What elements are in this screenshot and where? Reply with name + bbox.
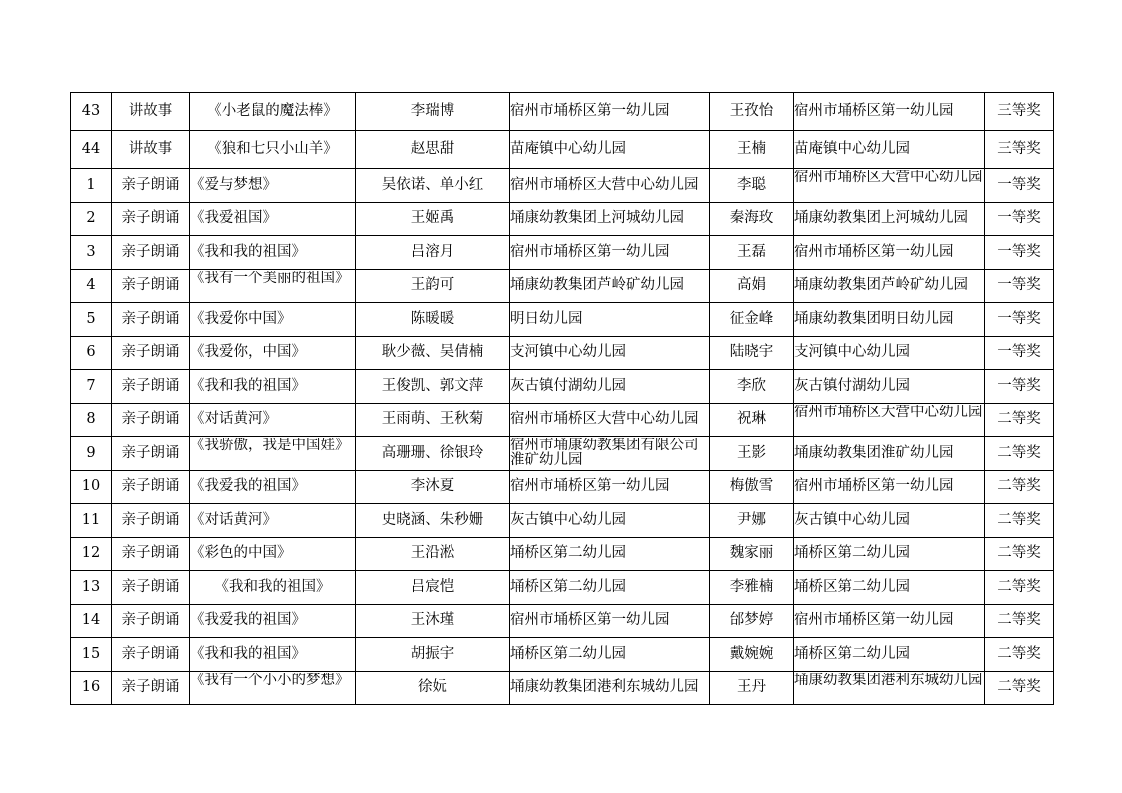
cell-number: 15 xyxy=(71,638,112,672)
cell-school: 宿州市埇桥区大营中心幼儿园 xyxy=(510,403,710,437)
cell-teacher-school: 灰古镇中心幼儿园 xyxy=(794,504,985,538)
cell-teacher-school: 埇康幼教集团芦岭矿幼儿园 xyxy=(794,269,985,303)
cell-school: 埇桥区第二幼儿园 xyxy=(510,638,710,672)
cell-title: 《我和我的祖国》 xyxy=(190,236,356,270)
cell-participant: 王俊凯、郭文萍 xyxy=(356,370,510,404)
cell-award: 一等奖 xyxy=(985,236,1054,270)
cell-award: 二等奖 xyxy=(985,604,1054,638)
cell-school: 埇康幼教集团上河城幼儿园 xyxy=(510,202,710,236)
cell-school xyxy=(510,437,710,471)
cell-teacher: 邰梦婷 xyxy=(710,604,794,638)
cell-teacher-school-text: 宿州市埇桥区大营中心幼儿园 xyxy=(794,404,983,420)
cell-award: 三等奖 xyxy=(985,131,1054,169)
cell-number: 4 xyxy=(71,269,112,303)
cell-award: 一等奖 xyxy=(985,336,1054,370)
cell-school: 埇桥区第二幼儿园 xyxy=(510,537,710,571)
cell-school: 宿州市埇桥区大营中心幼儿园 xyxy=(510,169,710,203)
cell-participant: 吕溶月 xyxy=(356,236,510,270)
cell-school: 苗庵镇中心幼儿园 xyxy=(510,131,710,169)
cell-school: 灰古镇付湖幼儿园 xyxy=(510,370,710,404)
cell-title: 《我爱你，中国》 xyxy=(190,336,356,370)
cell-teacher-school xyxy=(794,671,985,705)
cell-teacher-school: 宿州市埇桥区第一幼儿园 xyxy=(794,604,985,638)
cell-teacher-school: 灰古镇付湖幼儿园 xyxy=(794,370,985,404)
awards-table xyxy=(70,92,1054,705)
cell-number: 6 xyxy=(71,336,112,370)
cell-number: 3 xyxy=(71,236,112,270)
table-row xyxy=(71,604,1054,638)
cell-category: 亲子朗诵 xyxy=(112,202,190,236)
cell-title: 《我爱我的祖国》 xyxy=(190,470,356,504)
cell-title: 《爱与梦想》 xyxy=(190,169,356,203)
cell-participant: 史晓涵、朱秒姗 xyxy=(356,504,510,538)
cell-teacher: 高娟 xyxy=(710,269,794,303)
cell-title: 《我爱你中国》 xyxy=(190,303,356,337)
table-row xyxy=(71,269,1054,303)
cell-category: 亲子朗诵 xyxy=(112,537,190,571)
cell-title-text: 《我骄傲，我是中国娃》 xyxy=(190,438,350,454)
cell-teacher: 魏家丽 xyxy=(710,537,794,571)
cell-title: 《我和我的祖国》 xyxy=(190,638,356,672)
cell-title xyxy=(190,671,356,705)
cell-teacher: 李聪 xyxy=(710,169,794,203)
cell-title: 《我和我的祖国》 xyxy=(190,370,356,404)
table-row xyxy=(71,336,1054,370)
table-row xyxy=(71,202,1054,236)
cell-teacher-school: 宿州市埇桥区第一幼儿园 xyxy=(794,470,985,504)
cell-teacher-school xyxy=(794,169,985,203)
cell-number: 14 xyxy=(71,604,112,638)
cell-teacher-school: 埇康幼教集团明日幼儿园 xyxy=(794,303,985,337)
cell-teacher: 祝琳 xyxy=(710,403,794,437)
cell-teacher: 王丹 xyxy=(710,671,794,705)
table-row xyxy=(71,671,1054,705)
cell-participant: 李沐夏 xyxy=(356,470,510,504)
cell-teacher-school: 苗庵镇中心幼儿园 xyxy=(794,131,985,169)
cell-school: 明日幼儿园 xyxy=(510,303,710,337)
cell-number: 8 xyxy=(71,403,112,437)
table-row xyxy=(71,303,1054,337)
cell-school: 宿州市埇桥区第一幼儿园 xyxy=(510,604,710,638)
table-row xyxy=(71,236,1054,270)
cell-number: 9 xyxy=(71,437,112,471)
cell-participant: 吕宸恺 xyxy=(356,571,510,605)
table-row xyxy=(71,403,1054,437)
table-row xyxy=(71,370,1054,404)
cell-teacher: 尹娜 xyxy=(710,504,794,538)
cell-participant: 王姬禹 xyxy=(356,202,510,236)
cell-award: 二等奖 xyxy=(985,403,1054,437)
cell-participant: 徐妧 xyxy=(356,671,510,705)
cell-school: 埇桥区第二幼儿园 xyxy=(510,571,710,605)
cell-title: 《彩色的中国》 xyxy=(190,537,356,571)
cell-category: 亲子朗诵 xyxy=(112,370,190,404)
table-row xyxy=(71,470,1054,504)
cell-category: 讲故事 xyxy=(112,131,190,169)
cell-participant: 陈暖暖 xyxy=(356,303,510,337)
cell-award: 二等奖 xyxy=(985,437,1054,471)
cell-teacher-school: 埇康幼教集团上河城幼儿园 xyxy=(794,202,985,236)
cell-school: 宿州市埇桥区第一幼儿园 xyxy=(510,470,710,504)
cell-title xyxy=(190,437,356,471)
cell-title xyxy=(190,269,356,303)
cell-title: 《我爱祖国》 xyxy=(190,202,356,236)
cell-category: 讲故事 xyxy=(112,93,190,131)
cell-school: 宿州市埇桥区第一幼儿园 xyxy=(510,93,710,131)
table-body xyxy=(71,93,1054,705)
cell-award: 三等奖 xyxy=(985,93,1054,131)
table-row xyxy=(71,437,1054,471)
cell-title: 《我爱我的祖国》 xyxy=(190,604,356,638)
cell-number: 10 xyxy=(71,470,112,504)
table-row xyxy=(71,638,1054,672)
cell-number: 13 xyxy=(71,571,112,605)
cell-category: 亲子朗诵 xyxy=(112,504,190,538)
cell-award: 一等奖 xyxy=(985,303,1054,337)
cell-category: 亲子朗诵 xyxy=(112,236,190,270)
cell-title-text: 《我有一个小小的梦想》 xyxy=(190,672,350,688)
cell-award: 一等奖 xyxy=(985,169,1054,203)
cell-number: 16 xyxy=(71,671,112,705)
cell-number: 5 xyxy=(71,303,112,337)
cell-school: 支河镇中心幼儿园 xyxy=(510,336,710,370)
cell-teacher: 王磊 xyxy=(710,236,794,270)
cell-teacher: 李雅楠 xyxy=(710,571,794,605)
cell-participant: 耿少薇、吴倩楠 xyxy=(356,336,510,370)
cell-school: 灰古镇中心幼儿园 xyxy=(510,504,710,538)
cell-participant: 王雨萌、王秋菊 xyxy=(356,403,510,437)
cell-teacher-school: 埇桥区第二幼儿园 xyxy=(794,638,985,672)
cell-award: 一等奖 xyxy=(985,370,1054,404)
cell-category: 亲子朗诵 xyxy=(112,269,190,303)
cell-participant: 胡振宇 xyxy=(356,638,510,672)
table-row xyxy=(71,169,1054,203)
cell-award: 一等奖 xyxy=(985,269,1054,303)
cell-teacher-school-text: 埇康幼教集团港利东城幼儿园 xyxy=(794,672,983,688)
cell-award: 二等奖 xyxy=(985,504,1054,538)
cell-award: 二等奖 xyxy=(985,671,1054,705)
cell-teacher-school: 宿州市埇桥区第一幼儿园 xyxy=(794,93,985,131)
cell-teacher-school: 支河镇中心幼儿园 xyxy=(794,336,985,370)
cell-number: 12 xyxy=(71,537,112,571)
cell-award: 二等奖 xyxy=(985,638,1054,672)
cell-category: 亲子朗诵 xyxy=(112,638,190,672)
cell-teacher: 王楠 xyxy=(710,131,794,169)
cell-teacher: 征金峰 xyxy=(710,303,794,337)
cell-category: 亲子朗诵 xyxy=(112,437,190,471)
cell-title: 《对话黄河》 xyxy=(190,504,356,538)
cell-participant: 赵思甜 xyxy=(356,131,510,169)
cell-category: 亲子朗诵 xyxy=(112,604,190,638)
cell-award: 一等奖 xyxy=(985,202,1054,236)
cell-category: 亲子朗诵 xyxy=(112,403,190,437)
cell-teacher-school-text: 宿州市埇桥区大营中心幼儿园 xyxy=(794,170,983,186)
cell-category: 亲子朗诵 xyxy=(112,169,190,203)
table-row xyxy=(71,537,1054,571)
cell-participant: 吴依诺、单小红 xyxy=(356,169,510,203)
cell-number: 7 xyxy=(71,370,112,404)
cell-school-text: 宿州市埇康幼教集团有限公司淮矿幼儿园 xyxy=(510,438,699,469)
cell-participant: 王沿淞 xyxy=(356,537,510,571)
cell-title: 《小老鼠的魔法棒》 xyxy=(190,93,356,131)
cell-teacher: 陆晓宇 xyxy=(710,336,794,370)
cell-school: 埇康幼教集团芦岭矿幼儿园 xyxy=(510,269,710,303)
cell-teacher: 李欣 xyxy=(710,370,794,404)
cell-number: 1 xyxy=(71,169,112,203)
cell-category: 亲子朗诵 xyxy=(112,671,190,705)
cell-teacher: 王影 xyxy=(710,437,794,471)
cell-title: 《对话黄河》 xyxy=(190,403,356,437)
cell-teacher-school: 宿州市埇桥区第一幼儿园 xyxy=(794,236,985,270)
cell-category: 亲子朗诵 xyxy=(112,571,190,605)
cell-number: 43 xyxy=(71,93,112,131)
cell-title-text: 《我有一个美丽的祖国》 xyxy=(190,270,350,286)
cell-teacher: 王孜怡 xyxy=(710,93,794,131)
cell-teacher-school: 埇桥区第二幼儿园 xyxy=(794,537,985,571)
cell-participant: 高珊珊、徐银玲 xyxy=(356,437,510,471)
cell-teacher-school: 埇康幼教集团淮矿幼儿园 xyxy=(794,437,985,471)
cell-award: 二等奖 xyxy=(985,571,1054,605)
cell-category: 亲子朗诵 xyxy=(112,336,190,370)
cell-award: 二等奖 xyxy=(985,537,1054,571)
table-row xyxy=(71,93,1054,131)
cell-number: 44 xyxy=(71,131,112,169)
cell-award: 二等奖 xyxy=(985,470,1054,504)
table-row xyxy=(71,131,1054,169)
cell-teacher-school: 埇桥区第二幼儿园 xyxy=(794,571,985,605)
cell-teacher: 戴婉婉 xyxy=(710,638,794,672)
cell-teacher-school xyxy=(794,403,985,437)
cell-participant: 王韵可 xyxy=(356,269,510,303)
cell-number: 11 xyxy=(71,504,112,538)
cell-participant: 李瑞博 xyxy=(356,93,510,131)
cell-teacher: 秦海玫 xyxy=(710,202,794,236)
cell-title: 《狼和七只小山羊》 xyxy=(190,131,356,169)
cell-school: 宿州市埇桥区第一幼儿园 xyxy=(510,236,710,270)
cell-teacher: 梅傲雪 xyxy=(710,470,794,504)
cell-participant: 王沐瑾 xyxy=(356,604,510,638)
table-row xyxy=(71,504,1054,538)
table-row xyxy=(71,571,1054,605)
cell-school: 埇康幼教集团港利东城幼儿园 xyxy=(510,671,710,705)
cell-category: 亲子朗诵 xyxy=(112,303,190,337)
cell-number: 2 xyxy=(71,202,112,236)
cell-title: 《我和我的祖国》 xyxy=(190,571,356,605)
cell-category: 亲子朗诵 xyxy=(112,470,190,504)
